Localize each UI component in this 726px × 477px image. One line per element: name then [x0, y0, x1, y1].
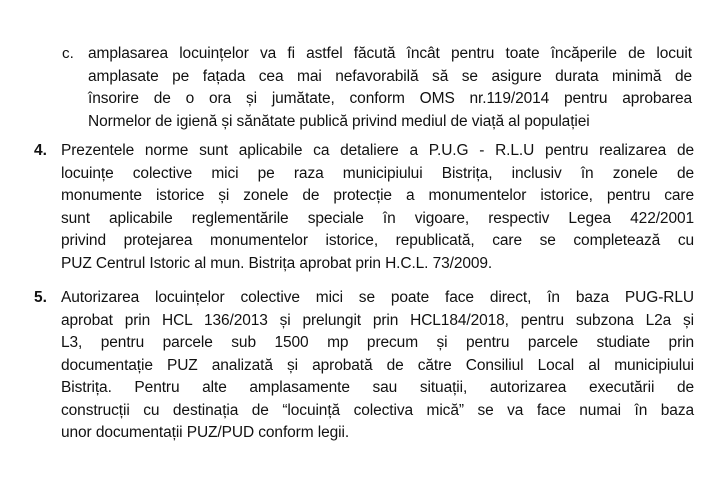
paragraph-4 — [61, 140, 694, 275]
text-line: sunt aplicabile reglementările speciale în vigoare, respectiv Legea 422/2001 — [61, 209, 694, 227]
text-line: Autorizarea locuințelor colective mici se poate face direct, în baza PUG-RLU — [61, 289, 694, 306]
text-line: privind protejarea monumentelor istorice, republicată, care se completează cu — [61, 232, 694, 249]
text-line: Normelor de igienă și sănătate publică privind mediul de viață al populației — [88, 112, 590, 130]
list-marker-4: 4. — [34, 142, 47, 159]
text-line: Prezentele norme sunt aplicabile ca detaliere a P.U.G - R.L.U pentru realizarea de — [61, 142, 694, 159]
text-line: aprobat prin HCL 136/2013 și prelungit prin HCL184/2018, pentru subzona L2a și — [61, 311, 694, 329]
text-line: PUZ Centrul Istoric al mun. Bistrița aprobat prin H.C.L. 73/2009. — [61, 254, 493, 272]
text-line: documentație PUZ analizată și aprobată de către Consiliul Local al municipiului — [61, 356, 694, 374]
text-line: amplasarea locuințelor va fi astfel făcută încât pentru toate încăperile de locuit — [88, 45, 692, 62]
paragraph-5 — [61, 287, 694, 445]
text-line: unor documentații PUZ/PUD conform legii. — [61, 424, 350, 441]
text-line: însorire de o ora și jumătate, conform OMS nr.119/2014 pentru aprobarea — [88, 90, 692, 107]
paragraph-c — [88, 43, 692, 133]
text-line: amplasate pe fațada cea mai nefavorabilă să se asigure durata minimă de — [88, 67, 692, 85]
text-line: L3, pentru parcele sub 1500 mp precum și pentru parcele studiate prin — [61, 334, 694, 351]
text-line: construcții cu destinația de “locuință colectiva mică” se va face numai în baza — [61, 401, 694, 419]
text-line: monumente istorice și zonele de protecție a monumentelor istorice, pentru care — [61, 187, 694, 204]
list-item-4 — [34, 140, 694, 275]
list-marker-5: 5. — [34, 289, 47, 306]
text-line: locuințe colective mici pe raza municipiului Bistrița, inclusiv în zonele de — [61, 164, 694, 182]
list-item-5 — [34, 287, 694, 445]
text-line: Bistrița. Pentru alte amplasamente sau situații, autorizarea executării de — [61, 379, 694, 396]
list-marker-c: c. — [62, 45, 74, 62]
list-item-c — [62, 43, 692, 133]
